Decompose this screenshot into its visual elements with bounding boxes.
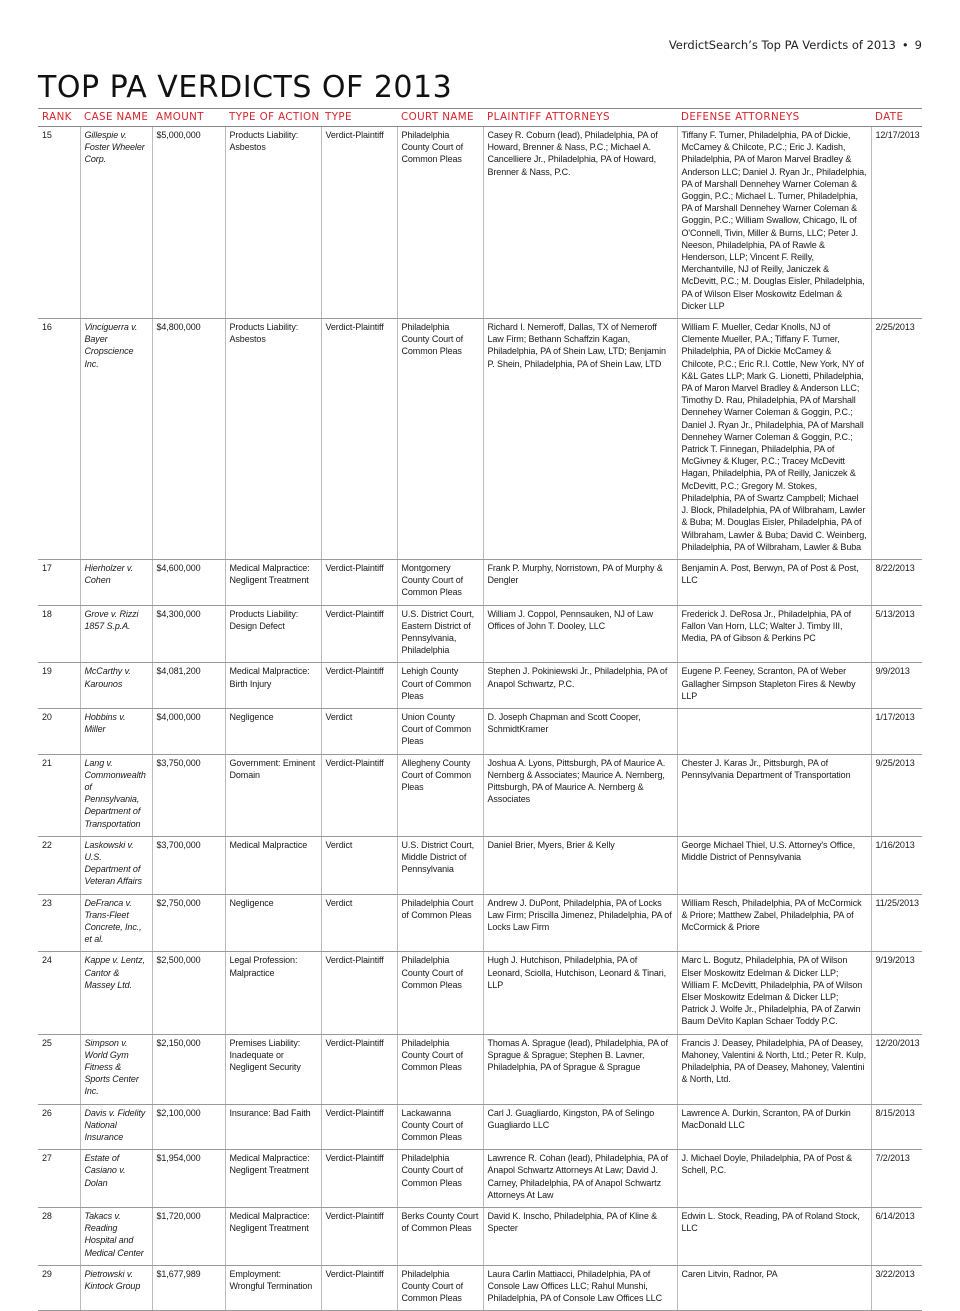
plaintiff-attorneys-cell: William J. Coppol, Pennsauken, NJ of Law Offices of John T. Dooley, LLC	[483, 605, 677, 663]
table-row	[38, 663, 922, 709]
court-name-cell: Philadelphia Court of Common Pleas	[397, 894, 483, 952]
defense-attorneys-cell	[677, 708, 871, 754]
plaintiff-attorneys-cell: David K. Inscho, Philadelphia, PA of Kline & Specter	[483, 1208, 677, 1266]
table-body	[38, 127, 922, 1311]
action-type-cell: Medical Malpractice: Negligent Treatment	[225, 1208, 321, 1266]
rank-cell: 17	[38, 559, 80, 605]
defense-attorneys-cell: William F. Mueller, Cedar Knolls, NJ of Clemente Mueller, P.A.; Tiffany F. Turner, Philadelphia, PA of Dickie McCamey & Chilcote, P.C.; Eric R.I. Cottle, New York, NY of K&L Gates LLP; Mark G. Lionetti, Philadelphia, PA of Maron Marvel Bradley & Anderson LLC; Timothy D. Rau, Philadelphia, PA of Marshall Dennehey Warner Coleman & Goggin, P.C.; Daniel J. Ryan Jr., Philadelphia, PA of Marshall Dennehey Warner Coleman & Goggin, P.C.; Patrick T. Finnegan, Philadelphia, PA of McGivney & Kluger, P.C.; Tracey McDevitt Hagan, Philadelphia, PA of Reilly, Janiczek & McDevitt, P.C.; Gregory M. Stokes, Philadelphia, PA of Swartz Campbell; Michael J. Block, Philadelphia, PA of Wilbraham, Lawler & Buba; M. Douglas Eisler, Philadelphia, PA of Wilbraham, Lawler & Buba; David C. Weinberg, Philadelphia, PA of Wilbraham, Lawler & Buba	[677, 319, 871, 560]
court-name-cell: Lehigh County Court of Common Pleas	[397, 663, 483, 709]
running-header	[669, 38, 922, 52]
action-type-cell: Medical Malpractice: Birth Injury	[225, 663, 321, 709]
amount-cell: $1,954,000	[152, 1150, 225, 1208]
amount-cell: $5,000,000	[152, 127, 225, 319]
plaintiff-attorneys-cell: Lawrence R. Cohan (lead), Philadelphia, PA of Anapol Schwartz Attorneys At Law; David J. Carney, Philadelphia, PA of Anapol Schwartz Attorneys At Law	[483, 1150, 677, 1208]
court-name-cell: Montgomery County Court of Common Pleas	[397, 559, 483, 605]
action-type-cell: Medical Malpractice	[225, 836, 321, 894]
verdicts-table	[38, 108, 922, 1311]
table-row	[38, 127, 922, 319]
rank-cell: 24	[38, 952, 80, 1034]
action-type-cell: Government: Eminent Domain	[225, 754, 321, 836]
defense-attorneys-cell: Marc L. Bogutz, Philadelphia, PA of Wilson Elser Moskowitz Edelman & Dicker LLP; William F. McDevitt, Philadelphia, PA of Wilson Elser Moskowitz Edelman & Dicker LLP; Patrick J. Wolfe Jr., Philadelphia, PA of Zarwin Baum DeVito Kaplan Schaer Toddy P.C.	[677, 952, 871, 1034]
column-header-court-name: COURT NAME	[397, 109, 483, 127]
rank-cell: 25	[38, 1034, 80, 1104]
court-name-cell: Philadelphia County Court of Common Pleas	[397, 319, 483, 560]
plaintiff-attorneys-cell: Hugh J. Hutchison, Philadelphia, PA of Leonard, Sciolla, Hutchison, Leonard & Tinari, LLP	[483, 952, 677, 1034]
defense-attorneys-cell: Frederick J. DeRosa Jr., Philadelphia, PA of Fallon Van Horn, LLC; Walter J. Timby III, Media, PA of Gibson & Perkins PC	[677, 605, 871, 663]
table-row	[38, 836, 922, 894]
case-name-cell: Grove v. Rizzi 1857 S.p.A.	[80, 605, 152, 663]
case-name-cell: Laskowski v. U.S. Department of Veteran Affairs	[80, 836, 152, 894]
table-row	[38, 319, 922, 560]
verdict-type-cell: Verdict-Plaintiff	[321, 127, 397, 319]
case-name-cell: Kappe v. Lentz, Cantor & Massey Ltd.	[80, 952, 152, 1034]
table-header	[38, 109, 922, 127]
defense-attorneys-cell: Chester J. Karas Jr., Pittsburgh, PA of Pennsylvania Department of Transportation	[677, 754, 871, 836]
action-type-cell: Insurance: Bad Faith	[225, 1104, 321, 1150]
court-name-cell: Philadelphia County Court of Common Pleas	[397, 1150, 483, 1208]
action-type-cell: Medical Malpractice: Negligent Treatment	[225, 1150, 321, 1208]
verdict-type-cell: Verdict-Plaintiff	[321, 754, 397, 836]
date-cell: 12/20/2013	[871, 1034, 922, 1104]
court-name-cell: Lackawanna County Court of Common Pleas	[397, 1104, 483, 1150]
defense-attorneys-cell: Benjamin A. Post, Berwyn, PA of Post & Post, LLC	[677, 559, 871, 605]
defense-attorneys-cell: Francis J. Deasey, Philadelphia, PA of Deasey, Mahoney, Valentini & North, Ltd.; Peter R. Kulp, Philadelphia, PA of Deasey, Mahoney, Valentini & North, Ltd.	[677, 1034, 871, 1104]
action-type-cell: Products Liability: Design Defect	[225, 605, 321, 663]
court-name-cell: Philadelphia County Court of Common Pleas	[397, 1265, 483, 1311]
case-name-cell: DeFranca v. Trans-Fleet Concrete, Inc., et al.	[80, 894, 152, 952]
verdict-type-cell: Verdict-Plaintiff	[321, 1150, 397, 1208]
table-row	[38, 1208, 922, 1266]
amount-cell: $2,100,000	[152, 1104, 225, 1150]
action-type-cell: Premises Liability: Inadequate or Negligent Security	[225, 1034, 321, 1104]
date-cell: 12/17/2013	[871, 127, 922, 319]
column-header-defense-attorneys: DEFENSE ATTORNEYS	[677, 109, 871, 127]
plaintiff-attorneys-cell: Stephen J. Pokiniewski Jr., Philadelphia, PA of Anapol Schwartz, P.C.	[483, 663, 677, 709]
rank-cell: 20	[38, 708, 80, 754]
amount-cell: $3,700,000	[152, 836, 225, 894]
amount-cell: $4,081,200	[152, 663, 225, 709]
action-type-cell: Employment: Wrongful Termination	[225, 1265, 321, 1311]
rank-cell: 27	[38, 1150, 80, 1208]
action-type-cell: Medical Malpractice: Negligent Treatment	[225, 559, 321, 605]
amount-cell: $4,300,000	[152, 605, 225, 663]
action-type-cell: Legal Profession: Malpractice	[225, 952, 321, 1034]
case-name-cell: McCarthy v. Karounos	[80, 663, 152, 709]
date-cell: 7/2/2013	[871, 1150, 922, 1208]
verdict-type-cell: Verdict-Plaintiff	[321, 1208, 397, 1266]
amount-cell: $2,500,000	[152, 952, 225, 1034]
column-header-type: TYPE	[321, 109, 397, 127]
action-type-cell: Negligence	[225, 894, 321, 952]
case-name-cell: Davis v. Fidelity National Insurance	[80, 1104, 152, 1150]
court-name-cell: Allegheny County Court of Common Pleas	[397, 754, 483, 836]
plaintiff-attorneys-cell: Daniel Brier, Myers, Brier & Kelly	[483, 836, 677, 894]
rank-cell: 19	[38, 663, 80, 709]
amount-cell: $2,750,000	[152, 894, 225, 952]
plaintiff-attorneys-cell: Richard I. Nemeroff, Dallas, TX of Nemeroff Law Firm; Bethann Schaffzin Kagan, Philadelphia, PA of Shein Law, LTD; Benjamin P. Shein, Philadelphia, PA of Shein Law, LTD	[483, 319, 677, 560]
verdict-type-cell: Verdict-Plaintiff	[321, 952, 397, 1034]
case-name-cell: Takacs v. Reading Hospital and Medical Center	[80, 1208, 152, 1266]
page-title: TOP PA VERDICTS OF 2013	[38, 70, 453, 105]
action-type-cell: Products Liability: Asbestos	[225, 319, 321, 560]
rank-cell: 23	[38, 894, 80, 952]
court-name-cell: Union County Court of Common Pleas	[397, 708, 483, 754]
publication-name: VerdictSearch’s Top PA Verdicts of 2013	[668, 38, 896, 52]
date-cell: 1/16/2013	[871, 836, 922, 894]
court-name-cell: U.S. District Court, Eastern District of Pennsylvania, Philadelphia	[397, 605, 483, 663]
case-name-cell: Simpson v. World Gym Fitness & Sports Center Inc.	[80, 1034, 152, 1104]
defense-attorneys-cell: J. Michael Doyle, Philadelphia, PA of Post & Schell, P.C.	[677, 1150, 871, 1208]
defense-attorneys-cell: George Michael Thiel, U.S. Attorney's Office, Middle District of Pennsylvania	[677, 836, 871, 894]
date-cell: 5/13/2013	[871, 605, 922, 663]
court-name-cell: Berks County Court of Common Pleas	[397, 1208, 483, 1266]
court-name-cell: U.S. District Court, Middle District of Pennsylvania	[397, 836, 483, 894]
plaintiff-attorneys-cell: Frank P. Murphy, Norristown, PA of Murphy & Dengler	[483, 559, 677, 605]
verdict-type-cell: Verdict-Plaintiff	[321, 1104, 397, 1150]
case-name-cell: Vinciguerra v. Bayer Cropscience Inc.	[80, 319, 152, 560]
verdict-type-cell: Verdict-Plaintiff	[321, 1034, 397, 1104]
case-name-cell: Hobbins v. Miller	[80, 708, 152, 754]
case-name-cell: Hierholzer v. Cohen	[80, 559, 152, 605]
defense-attorneys-cell: Edwin L. Stock, Reading, PA of Roland Stock, LLC	[677, 1208, 871, 1266]
date-cell: 8/15/2013	[871, 1104, 922, 1150]
table-row	[38, 894, 922, 952]
verdict-type-cell: Verdict	[321, 708, 397, 754]
amount-cell: $4,600,000	[152, 559, 225, 605]
case-name-cell: Lang v. Commonwealth of Pennsylvania, Department of Transportation	[80, 754, 152, 836]
table-row	[38, 754, 922, 836]
table-row	[38, 708, 922, 754]
amount-cell: $4,800,000	[152, 319, 225, 560]
rank-cell: 21	[38, 754, 80, 836]
date-cell: 9/19/2013	[871, 952, 922, 1034]
court-name-cell: Philadelphia County Court of Common Pleas	[397, 952, 483, 1034]
verdicts-table-container	[38, 108, 922, 1311]
date-cell: 8/22/2013	[871, 559, 922, 605]
verdict-type-cell: Verdict	[321, 894, 397, 952]
date-cell: 6/14/2013	[871, 1208, 922, 1266]
date-cell: 11/25/2013	[871, 894, 922, 952]
plaintiff-attorneys-cell: Casey R. Coburn (lead), Philadelphia, PA of Howard, Brenner & Nass, P.C.; Michael A. Cancelliere Jr., Philadelphia, PA of Howard, Brenner & Nass, P.C.	[483, 127, 677, 319]
table-row	[38, 1150, 922, 1208]
date-cell: 9/25/2013	[871, 754, 922, 836]
defense-attorneys-cell: William Resch, Philadelphia, PA of McCormick & Priore; Matthew Zabel, Philadelphia, PA of McCormick & Priore	[677, 894, 871, 952]
rank-cell: 29	[38, 1265, 80, 1311]
column-header-date: DATE	[871, 109, 922, 127]
amount-cell: $3,750,000	[152, 754, 225, 836]
plaintiff-attorneys-cell: Andrew J. DuPont, Philadelphia, PA of Locks Law Firm; Priscilla Jimenez, Philadelphia, PA of Locks Law Firm	[483, 894, 677, 952]
amount-cell: $1,677,989	[152, 1265, 225, 1311]
court-name-cell: Philadelphia County Court of Common Pleas	[397, 127, 483, 319]
rank-cell: 16	[38, 319, 80, 560]
table-row	[38, 605, 922, 663]
case-name-cell: Estate of Casiano v. Dolan	[80, 1150, 152, 1208]
plaintiff-attorneys-cell: D. Joseph Chapman and Scott Cooper, SchmidtKramer	[483, 708, 677, 754]
plaintiff-attorneys-cell: Laura Carlin Mattiacci, Philadelphia, PA of Console Law Offices LLC; Rahul Munshi, Philadelphia, PA of Console Law Offices LLC	[483, 1265, 677, 1311]
case-name-cell: Pietrowski v. Kintock Group	[80, 1265, 152, 1311]
verdict-type-cell: Verdict-Plaintiff	[321, 1265, 397, 1311]
verdict-type-cell: Verdict-Plaintiff	[321, 663, 397, 709]
date-cell: 1/17/2013	[871, 708, 922, 754]
table-row	[38, 1104, 922, 1150]
action-type-cell: Products Liability: Asbestos	[225, 127, 321, 319]
table-row	[38, 1265, 922, 1311]
defense-attorneys-cell: Tiffany F. Turner, Philadelphia, PA of Dickie, McCamey & Chilcote, P.C.; Eric J. Kadish, Philadelphia, PA of Maron Marvel Bradley & Anderson LLC; Daniel J. Ryan Jr., Philadelphia, PA of Marshall Dennehey Warner Coleman & Goggin, P.C.; Michael L. Turner, Philadelphia, PA of Marshall Dennehey Warner Coleman & Goggin, P.C.; William Swallow, Chicago, IL of O'Connell, Tivin, Miller & Burns, LLC; Peter J. Neeson, Philadelphia, PA of Rawle & Henderson, LLP; Vincent F. Reilly, Merchantville, NJ of Reilly, Janiczek & McDevitt, P.C.; M. Douglas Eisler, Philadelphia, PA of Wilson Elser Moskowitz Edelman & Dicker LLP	[677, 127, 871, 319]
defense-attorneys-cell: Lawrence A. Durkin, Scranton, PA of Durkin MacDonald LLC	[677, 1104, 871, 1150]
plaintiff-attorneys-cell: Thomas A. Sprague (lead), Philadelphia, PA of Sprague & Sprague; Stephen B. Lavner, Philadelphia, PA of Sprague & Sprague	[483, 1034, 677, 1104]
plaintiff-attorneys-cell: Carl J. Guagliardo, Kingston, PA of Selingo Guagliardo LLC	[483, 1104, 677, 1150]
column-header-type-of-action: TYPE OF ACTION	[225, 109, 321, 127]
column-header-rank: RANK	[38, 109, 80, 127]
rank-cell: 18	[38, 605, 80, 663]
table-row	[38, 559, 922, 605]
plaintiff-attorneys-cell: Joshua A. Lyons, Pittsburgh, PA of Maurice A. Nernberg & Associates; Maurice A. Nernberg, Pittsburgh, PA of Maurice A. Nernberg & Associates	[483, 754, 677, 836]
date-cell: 2/25/2013	[871, 319, 922, 560]
header-row	[38, 109, 922, 127]
column-header-plaintiff-attorneys: PLAINTIFF ATTORNEYS	[483, 109, 677, 127]
page-number: 9	[914, 38, 922, 52]
date-cell: 3/22/2013	[871, 1265, 922, 1311]
column-header-amount: AMOUNT	[152, 109, 225, 127]
table-row	[38, 952, 922, 1034]
defense-attorneys-cell: Eugene P. Feeney, Scranton, PA of Weber Gallagher Simpson Stapleton Fires & Newby LLP	[677, 663, 871, 709]
action-type-cell: Negligence	[225, 708, 321, 754]
rank-cell: 22	[38, 836, 80, 894]
defense-attorneys-cell: Caren Litvin, Radnor, PA	[677, 1265, 871, 1311]
amount-cell: $4,000,000	[152, 708, 225, 754]
column-header-case-name: CASE NAME	[80, 109, 152, 127]
header-separator: •	[901, 38, 909, 52]
verdict-type-cell: Verdict-Plaintiff	[321, 559, 397, 605]
case-name-cell: Gillespie v. Foster Wheeler Corp.	[80, 127, 152, 319]
verdict-type-cell: Verdict-Plaintiff	[321, 605, 397, 663]
rank-cell: 28	[38, 1208, 80, 1266]
verdict-type-cell: Verdict-Plaintiff	[321, 319, 397, 560]
amount-cell: $1,720,000	[152, 1208, 225, 1266]
date-cell: 9/9/2013	[871, 663, 922, 709]
verdict-type-cell: Verdict	[321, 836, 397, 894]
table-row	[38, 1034, 922, 1104]
court-name-cell: Philadelphia County Court of Common Pleas	[397, 1034, 483, 1104]
rank-cell: 15	[38, 127, 80, 319]
amount-cell: $2,150,000	[152, 1034, 225, 1104]
rank-cell: 26	[38, 1104, 80, 1150]
